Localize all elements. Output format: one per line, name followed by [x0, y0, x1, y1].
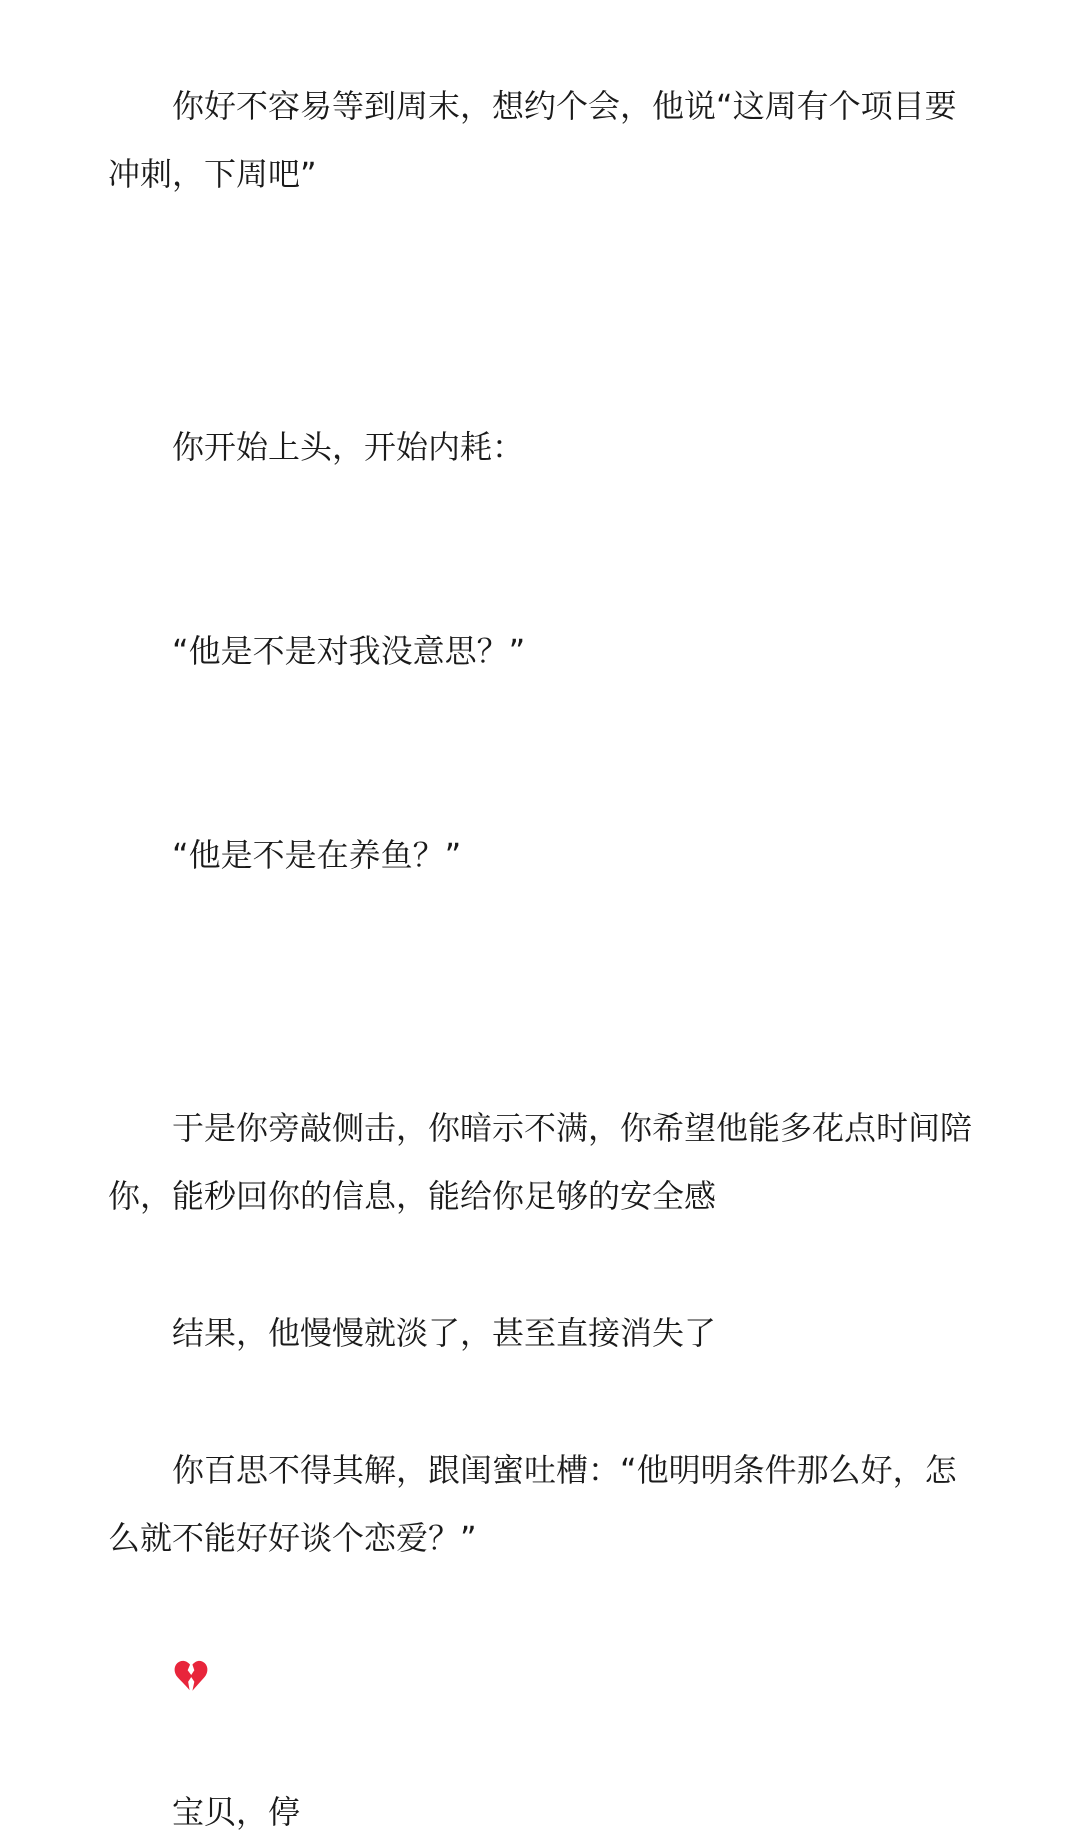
broken-heart-icon	[172, 1657, 210, 1695]
article-body	[108, 72, 972, 1846]
paragraph-line: 你开始上头，开始内耗：	[172, 428, 525, 466]
paragraph-weekend-date: 你好不容易等到周末，想约个会，他说“这周有个项目要冲刺，下周吧”	[108, 87, 957, 193]
paragraph-emoji	[108, 1641, 972, 1709]
quote-line: “他是不是在养鱼？”	[172, 836, 462, 874]
paragraph-overthinking	[108, 277, 972, 1025]
paragraph-gap	[108, 1709, 972, 1778]
paragraph-gap	[108, 208, 972, 277]
paragraph-gap	[108, 1025, 972, 1094]
paragraph-stop: 宝贝，停	[172, 1793, 301, 1831]
quote-line: “他是不是对我没意思？”	[172, 632, 526, 670]
paragraph-gap	[108, 1230, 972, 1299]
paragraph-gap	[108, 1572, 972, 1641]
paragraph-gap	[108, 1367, 972, 1436]
paragraph-complaint: 你百思不得其解，跟闺蜜吐槽：“他明明条件那么好，怎么就不能好好谈个恋爱？”	[108, 1451, 957, 1557]
paragraph-result: 结果，他慢慢就淡了，甚至直接消失了	[172, 1314, 717, 1352]
paragraph-hinting: 于是你旁敲侧击，你暗示不满，你希望他能多花点时间陪你，能秒回你的信息，能给你足够的安全感	[108, 1109, 973, 1215]
